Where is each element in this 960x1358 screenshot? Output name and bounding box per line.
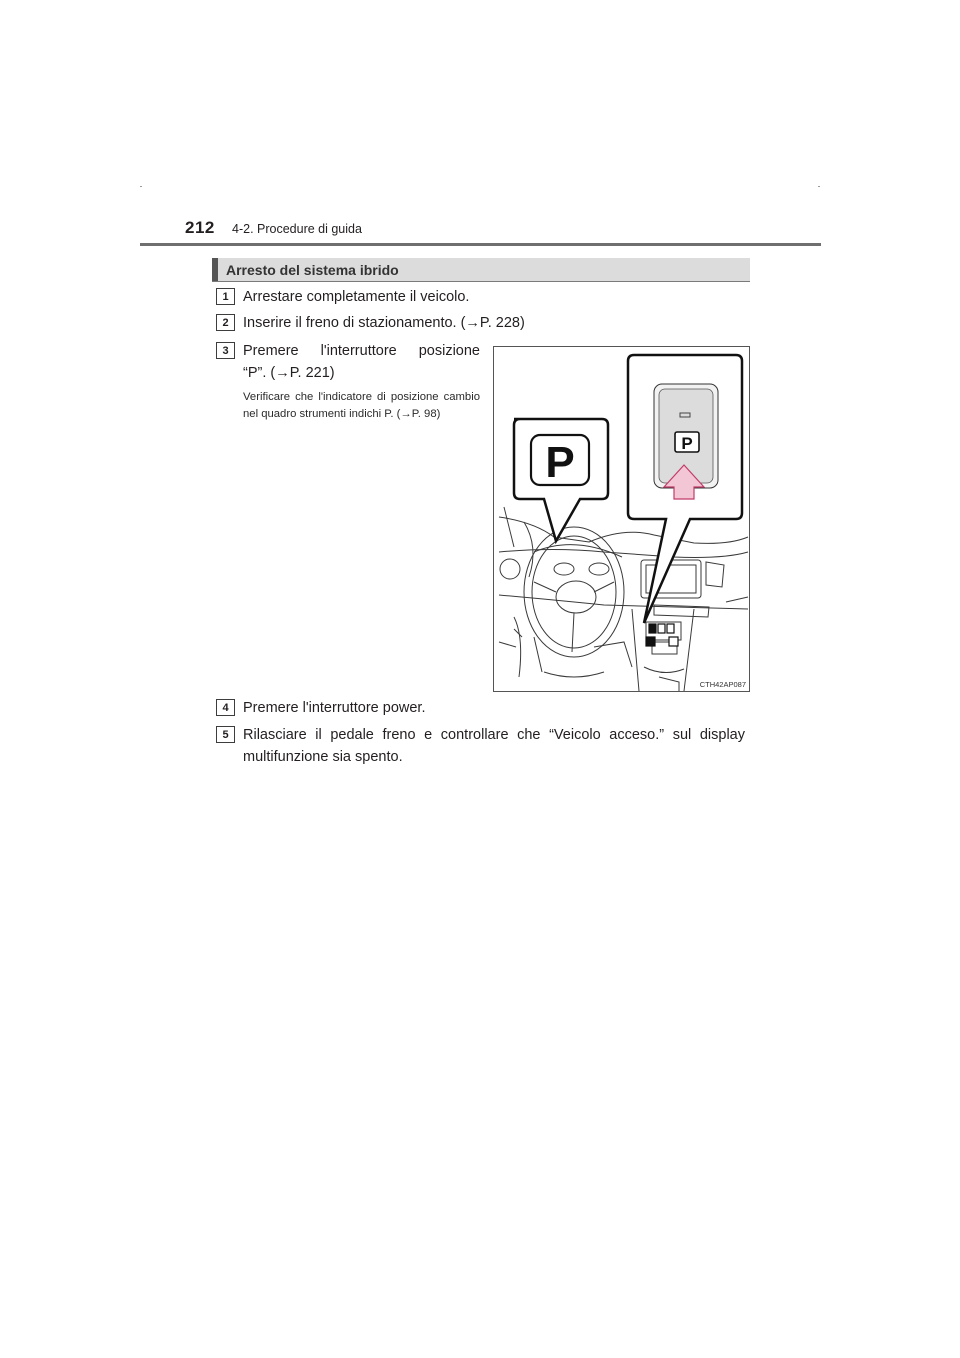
crop-mark-left (140, 186, 142, 187)
step-number-1: 1 (216, 288, 235, 305)
step-number-3: 3 (216, 342, 235, 359)
subsection-title: Arresto del sistema ibrido (226, 262, 399, 278)
step-number-2: 2 (216, 314, 235, 331)
step-text-2: Inserire il freno di stazionamento. (→P. 228) (243, 315, 525, 331)
section-title: 4-2. Procedure di guida (232, 222, 362, 236)
heading-marker (212, 258, 218, 281)
step-3-note: Verificare che l'indicatore di posizione cambio nel quadro strumenti indichi P. (→P. 98) (243, 391, 480, 420)
p-letter-left: P (545, 438, 575, 487)
step-text-3 (243, 340, 480, 384)
step-text-1: Arrestare completamente il veicolo. (243, 289, 470, 305)
crop-mark-right (818, 186, 820, 187)
step-number-5: 5 (216, 726, 235, 743)
page-number: 212 (185, 218, 215, 237)
illustration-shift-switch (493, 346, 750, 692)
subsection-heading (212, 258, 750, 282)
step-number-4: 4 (216, 699, 235, 716)
step-text-3-line1: Premere l'interruttore posizione (243, 343, 480, 359)
step-text-5: Rilasciare il pedale freno e controllare che “Veicolo acceso.” sul display multifunzione sia spento. (243, 727, 745, 765)
header-rule (140, 243, 821, 246)
dashboard-drawing (494, 347, 749, 691)
p-letter-right: P (681, 434, 693, 453)
step-text-4: Premere l'interruttore power. (243, 700, 426, 716)
step-text-3-line2: “P”. (→P. 221) (243, 365, 335, 381)
illustration-code: CTH42AP087 (699, 680, 746, 689)
